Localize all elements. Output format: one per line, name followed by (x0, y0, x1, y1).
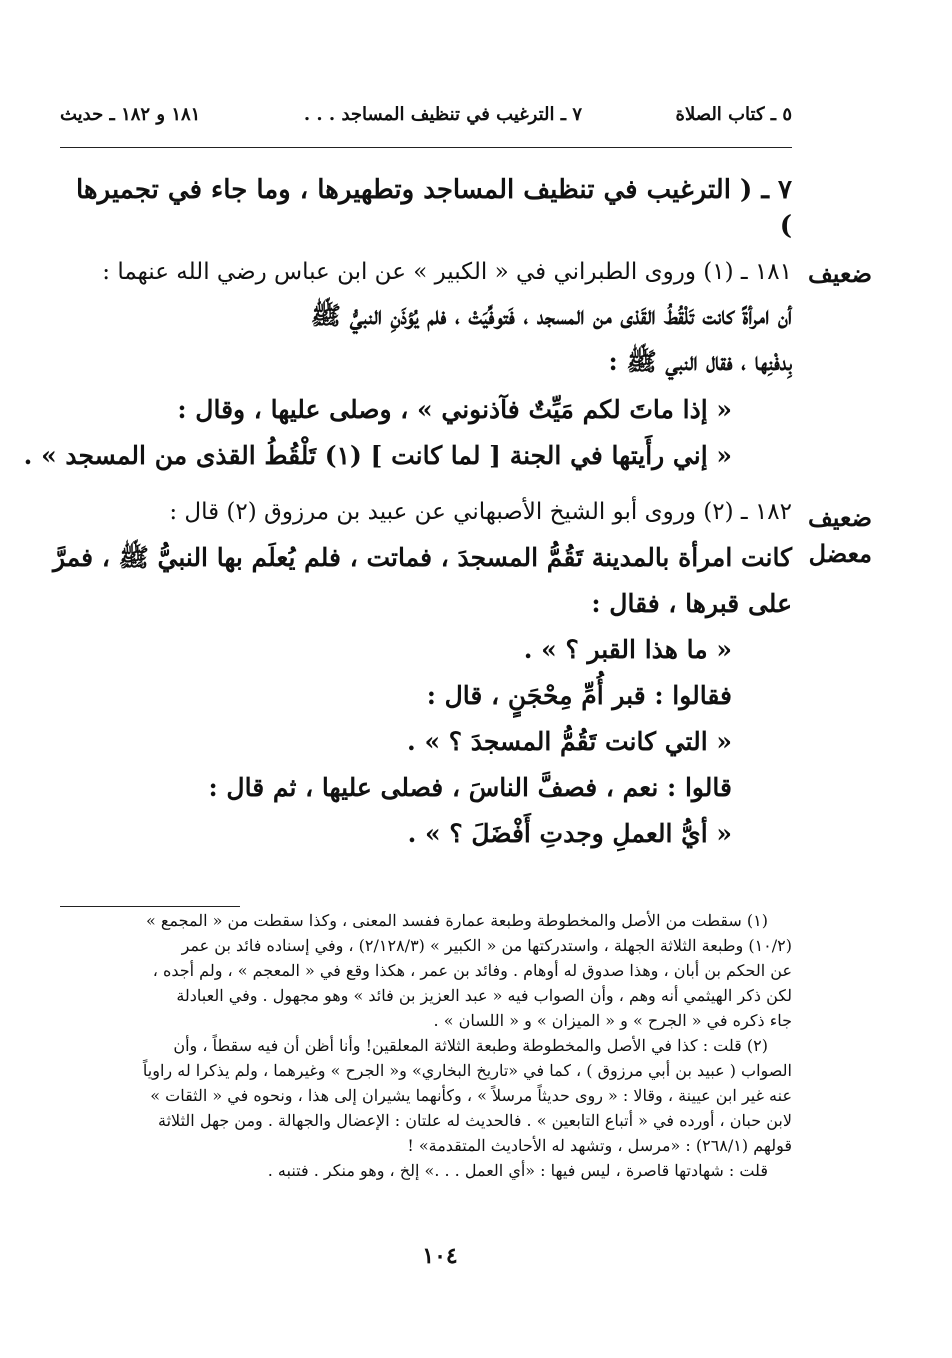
hadith-182-text-line: كانت امرأة بالمدينة تَقُمُّ المسجدَ ، فماتت ، فلم يُعلَم بها النبيُّ ﷺ ، فمرَّ (52, 543, 792, 572)
header-chapter-title: ٧ ـ الترغيب في تنظيف المساجد . . . (303, 104, 582, 125)
hadith-181-text-line: « إذا ماتَ لكم مَيِّتٌ فآذنوني » ، وصلى عليها ، وقال : (177, 395, 732, 424)
hadith-182-text-line: « التي كانت تَقُمُّ المسجدَ ؟ » . (407, 727, 732, 756)
footnote-line: (١٠/٢) وطبعة الثلاثة الجهلة ، واستدركتها من « الكبير » (٢/١٢٨/٣) ، وفي إسناده فائد بن عمر (181, 936, 792, 955)
footnote-line: (٢) قلت : كذا في الأصل والمخطوطة وطبعة الثلاثة المعلقين! وأنا أظن أن فيه سقطاً ، وأن (173, 1036, 768, 1055)
header-divider (60, 147, 792, 148)
hadith-182-text-line: فقالوا : قبر أُمِّ مِحْجَنٍ ، قال : (426, 681, 732, 710)
footnote-line: (١) سقطت من الأصل والمخطوطة وطبعة عمارة ففسد المعنى ، وكذا سقطت من « المجمع » (146, 911, 768, 930)
hadith-182-intro: ١٨٢ ـ (٢) وروى أبو الشيخ الأصبهاني عن عبيد بن مرزوق (٢) قال : (169, 499, 792, 525)
header-book-title: ٥ ـ كتاب الصلاة (675, 104, 792, 125)
footnote-line: قولهم (٢٦٨/١) : «مرسل ، وتشهد له الأحاديث المتقدمة» ! (407, 1136, 792, 1155)
hadith-182-text-line: قالوا : نعم ، فصفَّ الناسَ ، فصلى عليها ، ثم قال : (208, 773, 732, 802)
hadith-182-grade (808, 500, 872, 572)
hadith-182-text-line: « ما هذا القبر ؟ » . (523, 635, 732, 664)
hadith-181-text-line: « إني رأَيتها في الجنة [ لما كانت ] (١) تَلْقُطُ القذى من المسجد » . (23, 441, 732, 470)
running-header (60, 100, 792, 134)
grade-label: ضعيف (807, 503, 872, 532)
grade-label: ضعيف (807, 259, 872, 288)
grade-label: معضل (808, 539, 872, 568)
hadith-182-text-line: على قبرها ، فقال : (591, 589, 792, 618)
hadith-182-text-line: « أيُّ العملِ وجدتِ أَفْضَلَ ؟ » . (407, 819, 732, 848)
hadith-181-intro: ١٨١ ـ (١) وروى الطبراني في « الكبير » عن ابن عباس رضي الله عنهما : (102, 259, 792, 285)
header-hadith-numbers: ١٨١ و ١٨٢ ـ حديث (60, 104, 201, 125)
footnote-line: جاء ذكره في « الجرح » و « الميزان » و « اللسان » . (433, 1011, 792, 1030)
footnote-line: عنه غير ابن عيينة ، وقالا : « روى حديثاً مرسلاً » ، وكأنهما يشيران إلى هذا ، ونحوه في « الثقات » (150, 1086, 792, 1105)
page-number: ١٠٤ (422, 1243, 458, 1269)
chapter-title: ٧ ـ ( الترغيب في تنظيف المساجد وتطهيرها ، وما جاء في تجميرها ) (75, 175, 792, 241)
footnote-line: الصواب ( عبيد بن أبي مرزوق ) ، كما في «تاريخ البخاري» و« الجرح » وغيرهما ، ولم يذكرا له راوياً (142, 1061, 792, 1080)
footnote-line: لابن حبان ، أورده في « أتباع التابعين » . فالحديث له علتان : الإعضال والجهالة . ومن جهل الثلاثة (158, 1111, 792, 1130)
hadith-181-text-line: أن امرأةً كانت تَلْقُطُ القَذى من المسجد ، فَتوفِّيَتْ ، فلم يُؤذَنِ النبيُّ ﷺ (310, 301, 792, 330)
hadith-181-grade (808, 256, 872, 292)
footnote-line: عن الحكم بن أبان ، وهذا صدوق له أوهام . وفائد بن عمر ، هكذا وقع في « المعجم » ، ولم أجده ، (152, 961, 792, 980)
footnotes (60, 906, 792, 1183)
footnote-line: قلت : شهادتها قاصرة ، ليس فيها : «أي العمل . . .» إلخ ، وهو منكر . فتنبه . (267, 1161, 768, 1180)
footnote-line: لكن ذكر الهيثمي أنه وهم ، وأن الصواب فيه « عبد العزيز بن فائد » وهو مجهول . وفي العبادلة (176, 986, 792, 1005)
hadith-181-text-line: بِدفْنِها ، فقال النبي ﷺ : (608, 347, 792, 376)
